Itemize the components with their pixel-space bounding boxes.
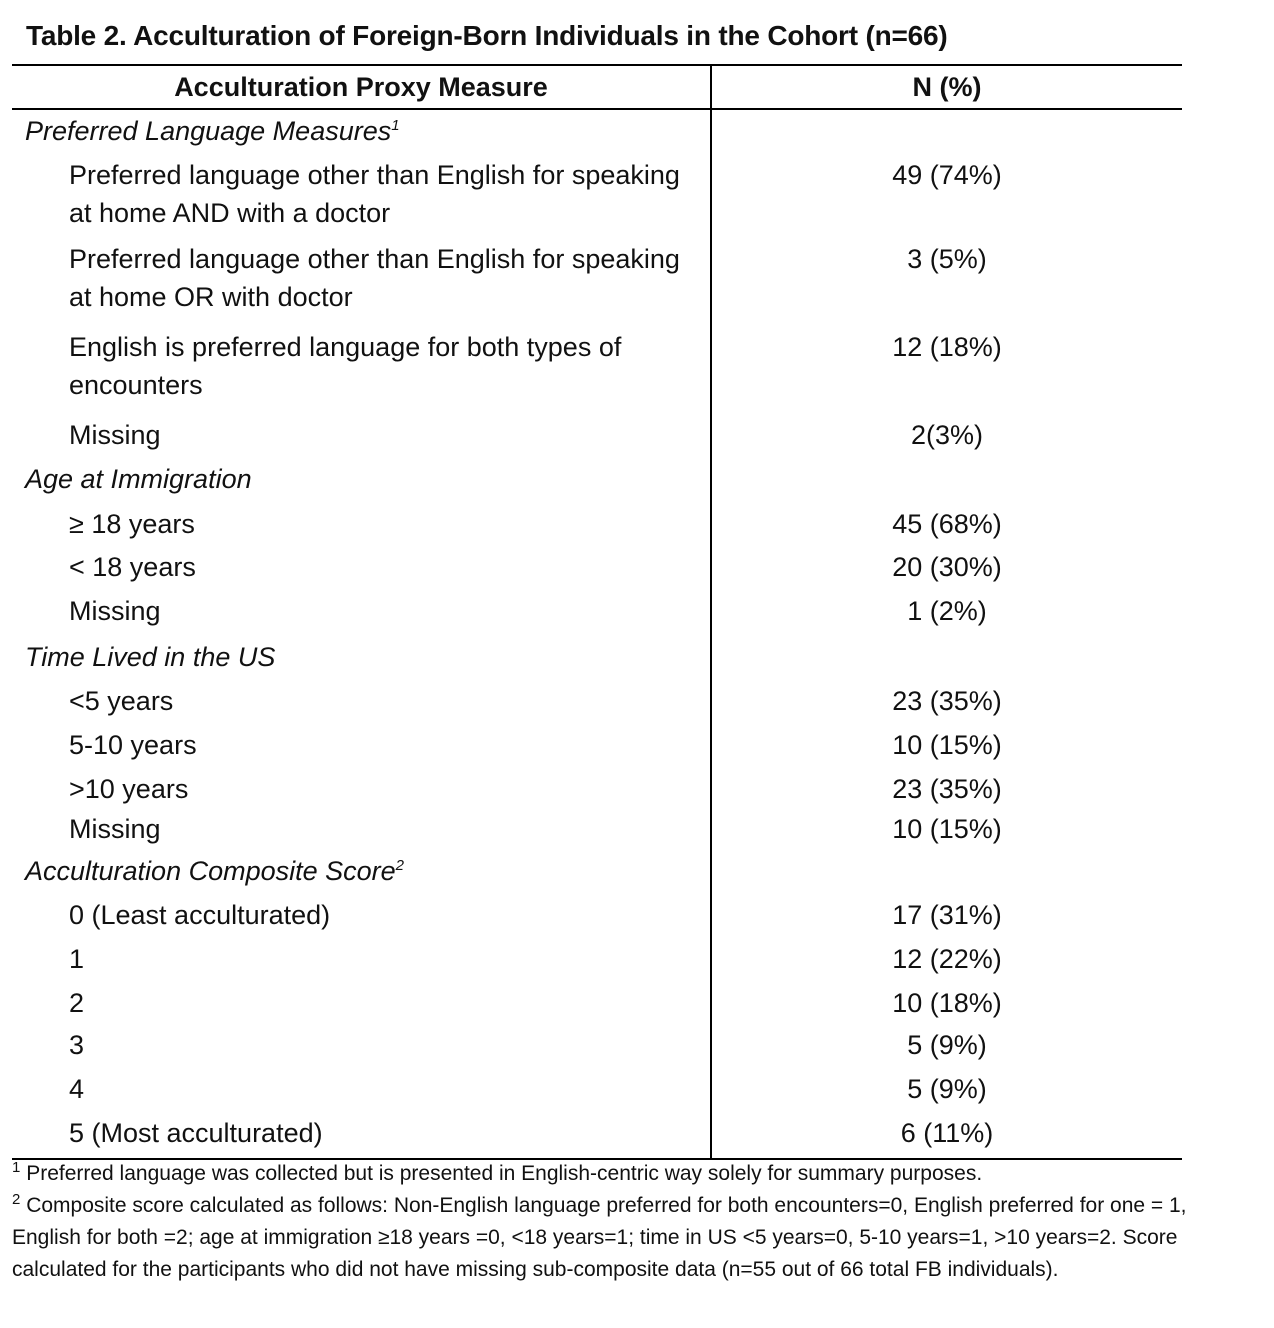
row-label: 3 (69, 1030, 85, 1060)
footnote-2 (12, 1190, 1242, 1286)
row-value: 5 (9%) (907, 1030, 987, 1060)
header-measure: Acculturation Proxy Measure (174, 72, 548, 102)
section-label: Time Lived in the US (25, 642, 276, 672)
footnote-marker: 1 (12, 1159, 21, 1176)
row-label: 0 (Least acculturated) (69, 900, 331, 930)
table-title: Table 2. Acculturation of Foreign-Born Individuals in the Cohort (n=66) (26, 20, 948, 51)
row-label: 2 (69, 988, 85, 1018)
row-label: 4 (69, 1074, 85, 1104)
row-label: Preferred language other than English for speaking at home AND with a doctor (69, 160, 680, 228)
row-label: < 18 years (69, 552, 196, 582)
row-label: ≥ 18 years (69, 509, 195, 539)
row-value: 3 (5%) (907, 244, 987, 274)
table-header (12, 66, 1182, 110)
footnote-text: Preferred language was collected but is presented in English-centric way solely for summary purposes. (26, 1162, 983, 1185)
row-value: 10 (18%) (892, 988, 1002, 1018)
row-label: Missing (69, 814, 161, 844)
footnote-marker: 2 (395, 857, 405, 874)
section-label: Acculturation Composite Score (25, 856, 396, 886)
row-value: 49 (74%) (892, 160, 1002, 190)
row-value: 1 (2%) (907, 596, 987, 626)
row-label: English is preferred language for both types of encounters (69, 332, 622, 400)
row-value: 17 (31%) (892, 900, 1002, 930)
section-label: Preferred Language Measures (25, 116, 392, 146)
row-label: Missing (69, 420, 161, 450)
row-label: 5-10 years (69, 730, 197, 760)
row-value: 20 (30%) (892, 552, 1002, 582)
footnote-marker: 1 (391, 117, 400, 134)
acculturation-table (12, 64, 1182, 1160)
footnote-1 (12, 1158, 1242, 1190)
footnote-marker: 2 (12, 1191, 21, 1208)
footnote-text: Composite score calculated as follows: Non-English language preferred for both encounters=0, English preferred for one = 1, English for both =2; age at immigration ≥18 years =0, <18 years=1; time in US <5 years=0, 5-10 years=1, >10 years=2. Score calculated for the participants who did not have missing sub-composite data (n=55 out of 66 total FB individuals). (12, 1194, 1187, 1281)
row-value: 12 (22%) (892, 944, 1002, 974)
row-label: >10 years (69, 774, 189, 804)
header-n-pct: N (%) (912, 72, 982, 102)
row-label: 5 (Most acculturated) (69, 1118, 323, 1148)
row-label: <5 years (69, 686, 174, 716)
row-label: 1 (69, 944, 85, 974)
row-value: 5 (9%) (907, 1074, 987, 1104)
row-label: Missing (69, 596, 161, 626)
row-label: Preferred language other than English for speaking at home OR with doctor (69, 244, 680, 312)
section-label: Age at Immigration (25, 464, 252, 494)
row-value: 6 (11%) (900, 1118, 994, 1148)
row-value: 12 (18%) (892, 332, 1002, 362)
row-value: 23 (35%) (892, 774, 1002, 804)
row-value: 23 (35%) (892, 686, 1002, 716)
row-value: 45 (68%) (892, 509, 1002, 539)
row-value: 10 (15%) (892, 814, 1002, 844)
row-value: 10 (15%) (892, 730, 1002, 760)
row-value: 2(3%) (910, 420, 984, 450)
